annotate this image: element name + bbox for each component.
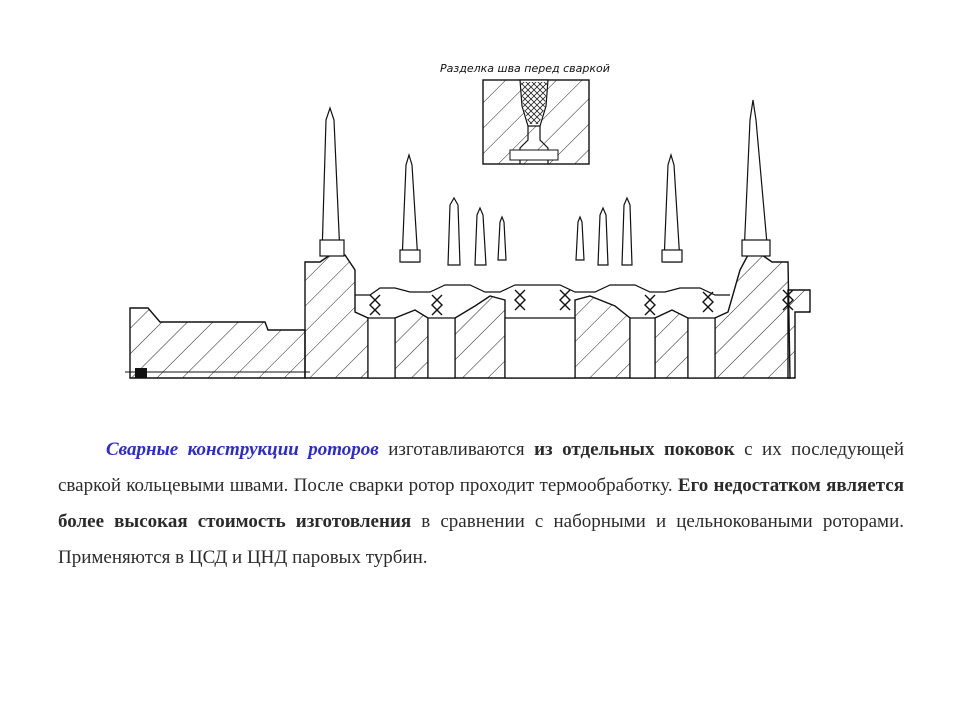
rotor-section <box>125 255 810 378</box>
text-seg5: в сравнении с наборными и цельноковаными роторами. Применяются в ЦСД и ЦНД паровых турбин. <box>58 511 904 568</box>
term-welded-rotors: Сварные конструкции роторов <box>106 439 379 460</box>
description-paragraph <box>58 432 904 576</box>
weld-groove-caption: Разделка шва перед сваркой <box>440 62 610 75</box>
text-seg2: из отдельных поковок <box>534 439 735 460</box>
weld-groove-detail <box>483 80 589 164</box>
text-seg4: Его недостатком является более высокая стоимость изготовления <box>58 475 905 532</box>
text-seg3: с их последующей сваркой кольцевыми швами. После сварки ротор проходит термообработку. <box>58 439 904 496</box>
text-seg1: изготавливаются <box>378 439 535 460</box>
